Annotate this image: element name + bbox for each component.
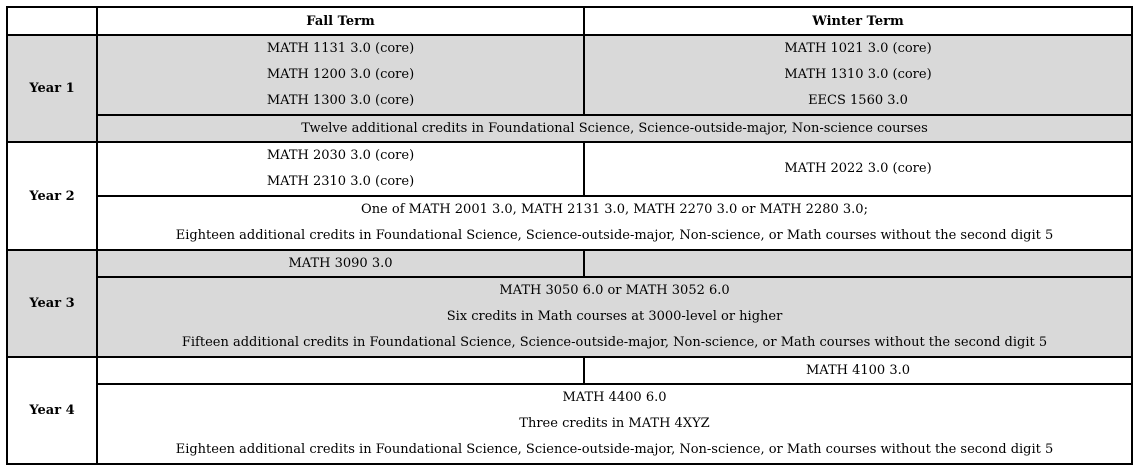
year-3-fall-cell	[97, 250, 584, 277]
course-entry: MATH 1131 3.0 (core)	[266, 41, 415, 56]
year-3-winter-cell	[584, 250, 1132, 277]
year-2-winter-cell	[584, 142, 1132, 196]
course-entry: MATH 1021 3.0 (core)	[784, 41, 932, 56]
course-entry: MATH 3090 3.0	[288, 256, 393, 271]
year-4-fall-cell	[97, 357, 584, 384]
year-1-notes-row	[7, 115, 1132, 142]
header-fall-term: Fall Term	[97, 7, 584, 35]
course-entry: EECS 1560 3.0	[808, 93, 908, 108]
note-entry: Twelve additional credits in Foundational Science, Science-outside-major, Non-science courses	[301, 121, 928, 136]
year-3-notes-row	[7, 277, 1132, 357]
year-4-notes-row	[7, 384, 1132, 464]
note-entry: Six credits in Math courses at 3000-level or higher	[446, 309, 783, 324]
year-2-notes-row	[7, 196, 1132, 250]
course-entry: MATH 2030 3.0 (core)	[266, 148, 415, 163]
header-empty-cell	[7, 7, 97, 35]
course-entry: MATH 1200 3.0 (core)	[266, 67, 415, 82]
note-entry: Eighteen additional credits in Foundational Science, Science-outside-major, Non-science, or Math courses without the second digit 5	[175, 228, 1054, 243]
course-entry: MATH 1300 3.0 (core)	[266, 93, 415, 108]
year-2-notes-cell	[97, 196, 1132, 250]
course-entry: MATH 1310 3.0 (core)	[784, 67, 932, 82]
note-entry: Three credits in MATH 4XYZ	[519, 416, 710, 431]
year-2-label: Year 2	[7, 142, 97, 250]
year-4-winter-cell	[584, 357, 1132, 384]
note-entry: Eighteen additional credits in Foundational Science, Science-outside-major, Non-science, or Math courses without the second digit 5	[175, 442, 1054, 457]
year-1-fall-cell	[97, 35, 584, 115]
year-4-notes-cell	[97, 384, 1132, 464]
note-entry: MATH 4400 6.0	[562, 390, 667, 405]
year-4-course-row	[7, 357, 1132, 384]
course-entry: MATH 2022 3.0 (core)	[784, 161, 932, 176]
header-winter-term: Winter Term	[584, 7, 1132, 35]
year-1-course-row	[7, 35, 1132, 115]
year-1-label: Year 1	[7, 35, 97, 142]
course-entry: MATH 2310 3.0 (core)	[266, 174, 415, 189]
year-1-notes-cell	[97, 115, 1132, 142]
year-2-fall-cell	[97, 142, 584, 196]
header-row	[7, 7, 1132, 35]
course-entry: MATH 4100 3.0	[805, 363, 911, 378]
year-3-label: Year 3	[7, 250, 97, 357]
year-3-course-row	[7, 250, 1132, 277]
note-entry: MATH 3050 6.0 or MATH 3052 6.0	[499, 283, 730, 298]
note-entry: One of MATH 2001 3.0, MATH 2131 3.0, MATH 2270 3.0 or MATH 2280 3.0;	[361, 202, 868, 217]
year-3-notes-cell	[97, 277, 1132, 357]
year-1-winter-cell	[584, 35, 1132, 115]
degree-plan-table	[6, 6, 1133, 465]
note-entry: Fifteen additional credits in Foundational Science, Science-outside-major, Non-science, or Math courses without the second digit 5	[181, 335, 1048, 350]
year-2-course-row	[7, 142, 1132, 196]
year-4-label: Year 4	[7, 357, 97, 464]
